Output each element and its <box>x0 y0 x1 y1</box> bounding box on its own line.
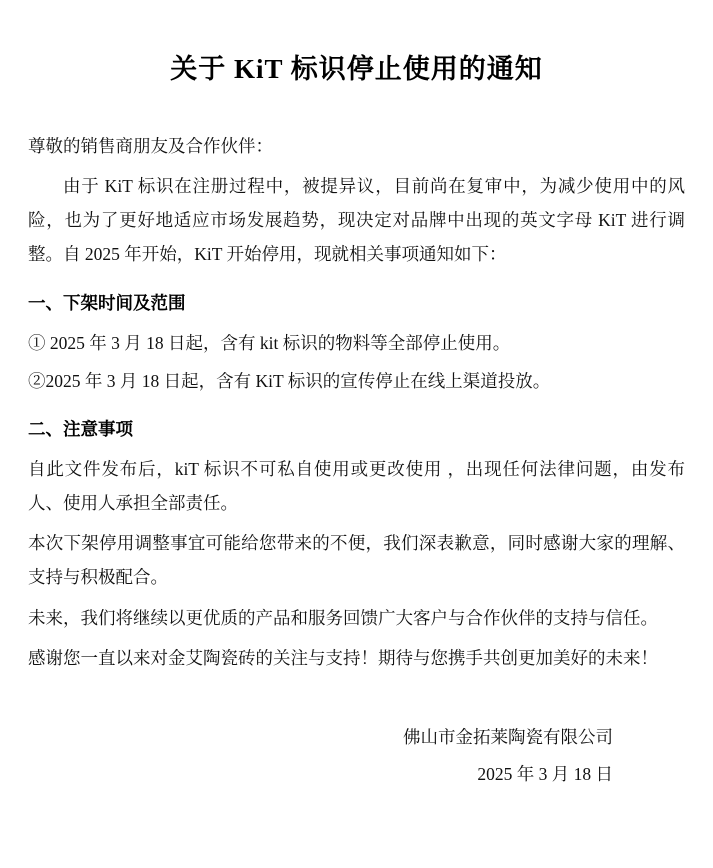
list-item: ②2025 年 3 月 18 日起，含有 KiT 标识的宣传停止在线上渠道投放。 <box>28 370 551 391</box>
list-item: ① 2025 年 3 月 18 日起，含有 kit 标识的物料等全部停止使用。 <box>28 332 511 353</box>
intro-paragraph: 由于 KiT 标识在注册过程中，被提异议，目前尚在复审中，为减少使用中的风险，也为了更好地适应市场发展趋势，现决定对品牌中出现的英文字母 KiT 进行调整。自 2025 年开始，KiT 开始停用，现就相关事项通知如下： <box>28 176 685 265</box>
section-one-heading: 一、下架时间及范围 <box>28 292 186 313</box>
signature-date: 2025 年 3 月 18 日 <box>477 763 613 784</box>
future-paragraph: 未来，我们将继续以更优质的产品和服务回馈广大客户与合作伙伴的支持与信任。 <box>28 607 658 628</box>
notice-paragraph: 自此文件发布后，kiT 标识不可私自使用或更改使用 ，出现任何法律问题，由发布人、使用人承担全部责任。 <box>28 459 685 514</box>
apology-paragraph: 本次下架停用调整事宜可能给您带来的不便，我们深表歉意，同时感谢大家的理解、支持与积极配合。 <box>28 533 685 588</box>
signature-company: 佛山市金拓莱陶瓷有限公司 <box>403 726 613 747</box>
salutation: 尊敬的销售商朋友及合作伙伴： <box>28 136 273 157</box>
signature-block <box>28 719 685 793</box>
thanks-paragraph: 感谢您一直以来对金艾陶瓷砖的关注与支持！期待与您携手共创更加美好的未来！ <box>28 647 658 668</box>
page-title: 关于 KiT 标识停止使用的通知 <box>170 54 543 84</box>
document-body <box>28 129 685 675</box>
section-two-heading: 二、注意事项 <box>28 418 133 439</box>
